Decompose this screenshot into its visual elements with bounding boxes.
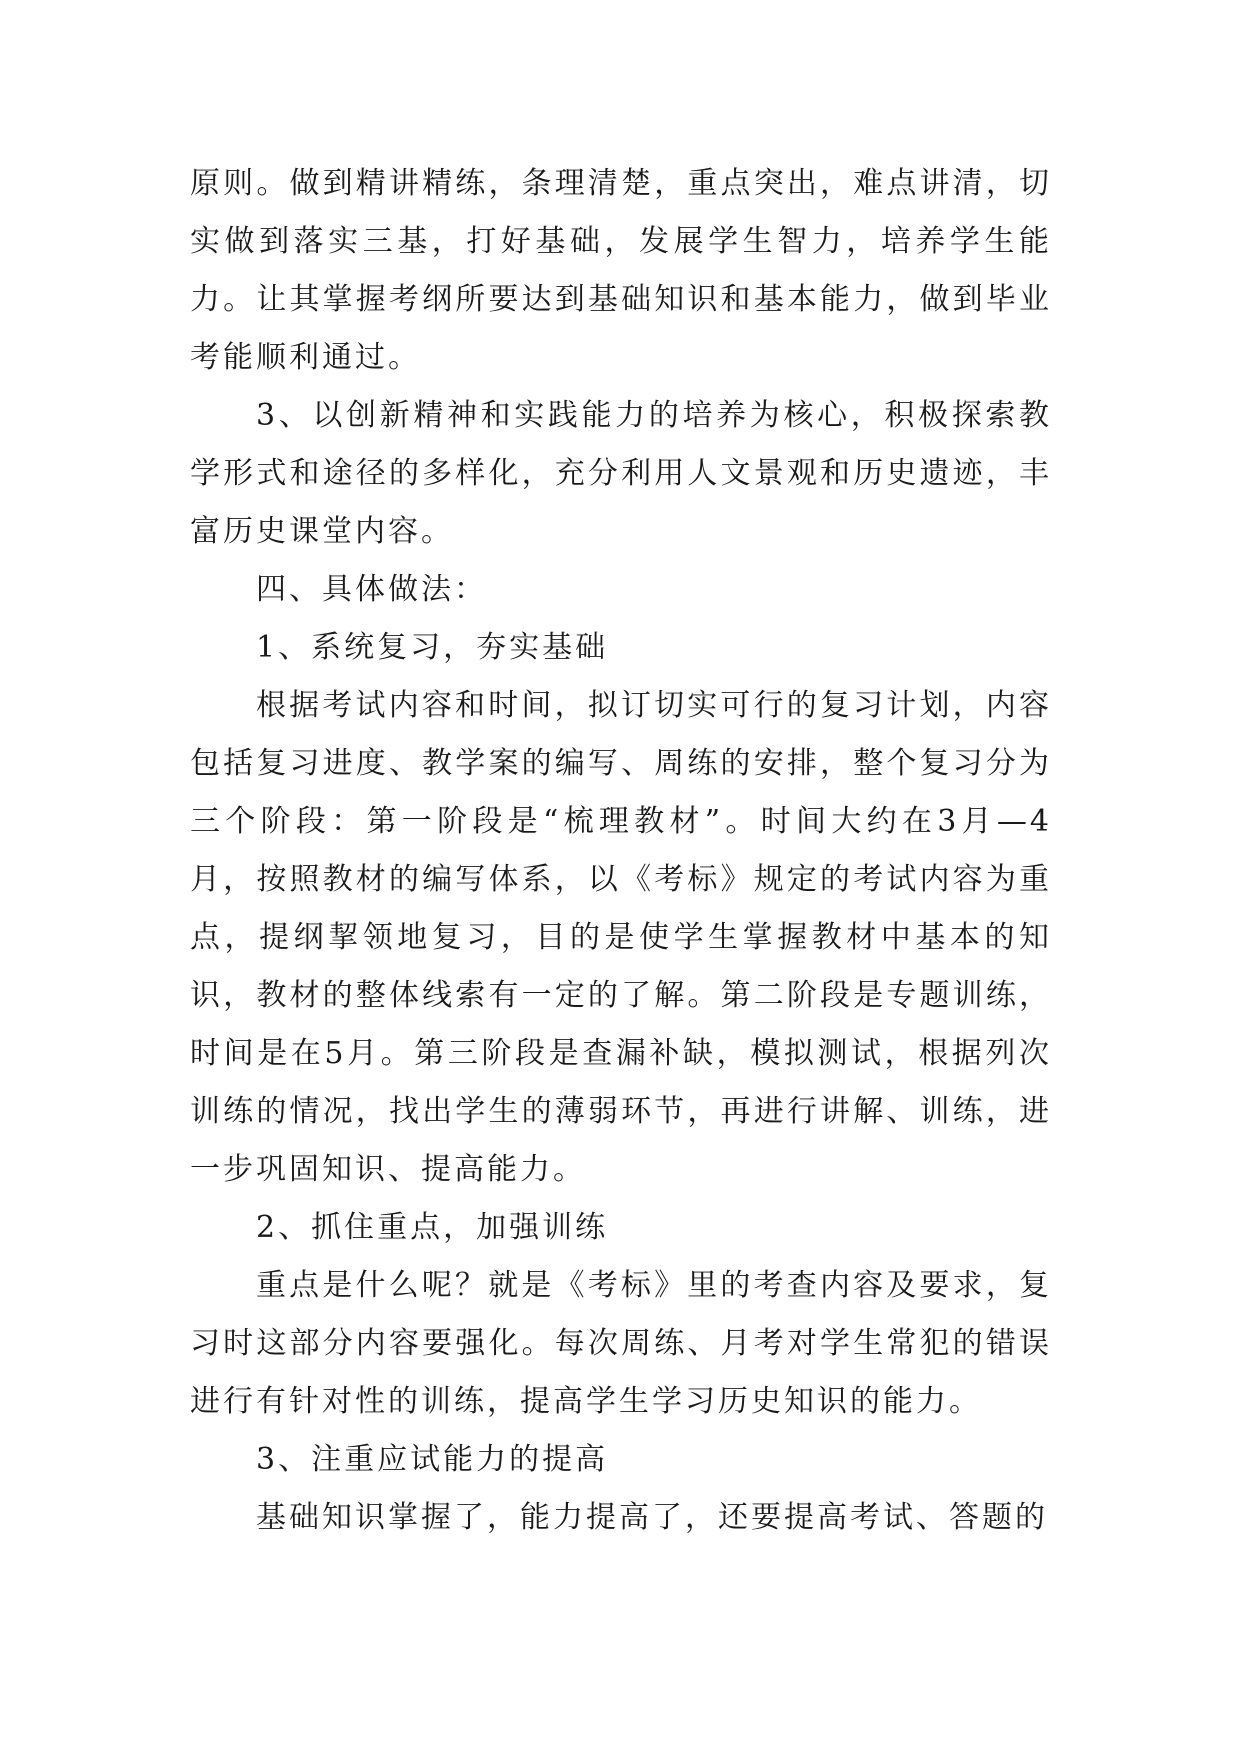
subsection-heading: 1、系统复习，夯实基础 (256, 630, 609, 665)
paragraph: 根据考试内容和时间，拟订切实可行的复习计划，内容包括复习进度、教学案的编写、周练的安排，整个复习分为三个阶段：第一阶段是“梳理教材”。时间大约在3月—4月，按照教材的编写体系，以《考标》规定的考试内容为重点，提纲挈领地复习，目的是使学生掌握教材中基本的知识，教材的整体线索有一定的了解。第二阶段是专题训练，时间是在5月。第三阶段是查漏补缺，模拟测试，根据列次训练的情况，找出学生的薄弱环节，再进行讲解、训练，进一步巩固知识、提高能力。 (190, 688, 1052, 1187)
paragraph: 3、以创新精神和实践能力的培养为核心，积极探索教学形式和途径的多样化，充分利用人文景观和历史遗迹，丰富历史课堂内容。 (190, 398, 1052, 549)
subsection-heading: 2、抓住重点，加强训练 (256, 1210, 609, 1245)
paragraph: 原则。做到精讲精练，条理清楚，重点突出，难点讲清，切实做到落实三基，打好基础，发展学生智力，培养学生能力。让其掌握考纲所要达到基础知识和基本能力，做到毕业考能顺利通过。 (190, 166, 1052, 375)
paragraph: 重点是什么呢？就是《考标》里的考查内容及要求，复习时这部分内容要强化。每次周练、月考对学生常犯的错误进行有针对性的训练，提高学生学习历史知识的能力。 (190, 1268, 1052, 1419)
paragraph: 基础知识掌握了，能力提高了，还要提高考试、答题的 (256, 1500, 1048, 1535)
subsection-heading: 3、注重应试能力的提高 (256, 1442, 609, 1477)
document-body (190, 155, 1052, 1547)
section-heading: 四、具体做法： (256, 572, 487, 607)
